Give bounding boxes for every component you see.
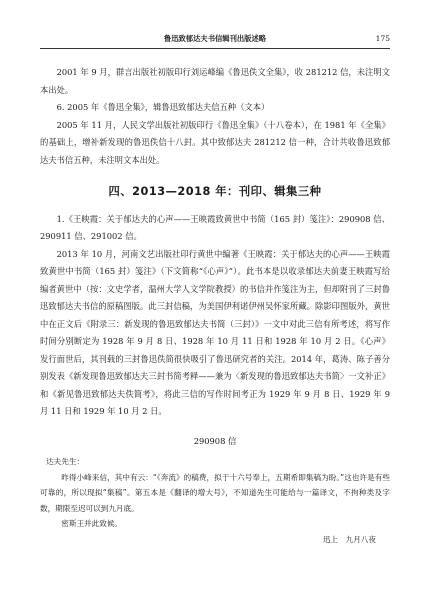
- page-body: [40, 64, 390, 547]
- paragraph: 1.《王映霞：关于郁达夫的心声——王映霞致黄世中书简（165 封）笺注》：290908 信、290911 信、291002 信。: [40, 213, 390, 241]
- paragraph: 2013 年 10 月，河南文艺出版社印行黄世中编著《王映霞：关于郁达夫的心声——王映霞致黄世中书简（165 封）笺注》（下文简称“《心声》”）。此书本是以收录郁达夫前妻王映霞写给编者黄世中（按：文史学者，温州大学人文学院教授）的书信并作笺注为主，但却附刊了三封鲁迅致郁达夫书信的原稿图版。此三封信稿，为美国伊利诺伊州吴怀家所藏。除影印图版外，黄世中在正文后《附录三：新发现的鲁迅致郁达夫书简（三封）》一文中对此三信有所考述，将写作时间分别断定为 1928 年 9 月 8 日、1928 年 10 月 11 日和 1928 年 10 月 2 日。《心声》发行面世后，其刊载的三封鲁迅佚简很快吸引了鲁迅研究者的关注。2014 年，葛涛、陈子善分别发表《新发现鲁迅致郁达夫三封书简考释——兼为〈新发现的鲁迅致郁达夫书简〉一文补正》和《新见鲁迅致郁达夫佚简考》，将此三信的写作时间考正为 1929 年 9 月 8 日、1929 年 9 月 11 日和 1929 年 10 月 2 日。: [40, 248, 390, 416]
- letter-body: [40, 454, 390, 547]
- letter-title: 290908 信: [193, 435, 237, 446]
- page-header: [40, 34, 390, 49]
- letter-line: 昨得小峰来信，其中有云：“《奔流》的稿费，拟于十六号奉上，五期希即集稿为盼。”这也许是有些可靠的，所以现拟“集稿”。第五本是《翻译的增大号》，不知道先生可能给与一篇译文，不拘种类及字数，期限至迟可以到九月底。: [40, 472, 390, 513]
- letter-salutation: 达夫先生：: [46, 457, 85, 466]
- paragraph: 6. 2005 年《鲁迅全集》，辑鲁迅致郁达夫信五种（文本）: [56, 102, 270, 112]
- paragraph: 2001 年 9 月，群言出版社初版印行刘运峰编《鲁迅佚文全集》，收 281212 信，未注明文本出处。: [40, 67, 390, 95]
- letter-signature: 迅上 九月八夜: [322, 534, 376, 544]
- paragraph: 2005 年 11 月，人民文学出版社初版印行《鲁迅全集》（十八卷本），在 1981 年《全集》的基础上，增补新发现的鲁迅佚信十八封。其中致郁达夫 281212 信一种，合计共收鲁迅致郁达夫书信五种，未注明文本出处。: [40, 119, 390, 165]
- page-number: 175: [375, 34, 390, 43]
- running-title: 鲁迅致郁达夫书信辑刊出版述略: [163, 34, 267, 43]
- section-title: 四、2013—2018 年：刊印、辑集三种: [108, 185, 322, 198]
- letter-line: 密斯王并此致候。: [61, 519, 123, 528]
